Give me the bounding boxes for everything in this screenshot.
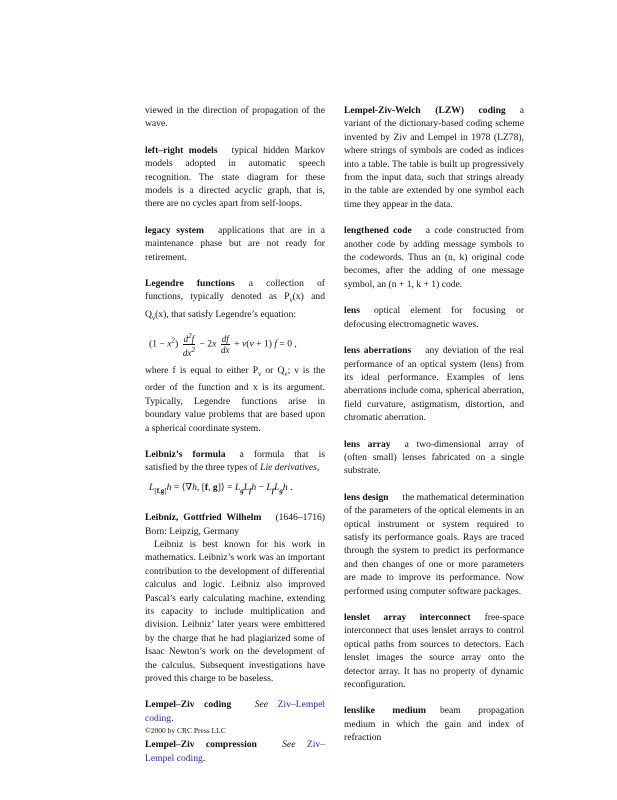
entry-lens-array [344, 438, 524, 478]
entry-term: lens [344, 305, 360, 317]
entry-years: (1646–1716) [275, 512, 325, 524]
entry-term: lenslike medium [344, 705, 426, 717]
entry-term: lengthened code [344, 225, 412, 237]
entry-definition: a code constructed from another code by adding message symbols to the codewords. Thus an (n, k) original code becomes, after the adding of one message symbol, an (n + 1, k + 1) code. [344, 225, 524, 290]
entry-term: lens design [344, 491, 389, 503]
entry-term: Leibniz, Gottfried Wilhelm [145, 512, 262, 524]
copyright-footer: ©2000 by CRC Press LLC [145, 726, 226, 735]
entry-definition: a collection of functions, typically denoted as P [145, 278, 326, 303]
left-column [145, 104, 325, 778]
entry-definition-continued: where f is equal to either P [145, 365, 259, 377]
entry-definition: a two-dimensional array of (often small) lenses fabricated on a single substrate. [344, 438, 524, 477]
entry-lengthened-code [344, 224, 524, 291]
entry-legendre-functions: Legendre functions a collection of functions, typically denoted as $P_\nu(x)$ and $Q_\nu(x)$, that satisfy Legendre’s equation: $(1 - x^2)$ $\frac{d^2f}{dx^2}$ − 2x $\frac{df}{dx}$ + ν(ν + 1) f = 0 , where f is equal to either $P_\nu$ or $Q_\nu$; ν is the order of the function and x is its argument. Typically, Legendre functions arise in boundary value problems that are based upon a spherical coordinate system. [145, 278, 326, 434]
right-column [344, 104, 524, 758]
entry-leibniz-formula [145, 448, 325, 498]
entry-lzw-coding [344, 104, 524, 211]
entry-term: Legendre functions [145, 278, 235, 290]
entry-term: lens array [344, 438, 391, 450]
entry-lens [344, 304, 524, 331]
entry-definition: a variant of the dictionary-based coding scheme invented by Ziv and Lempel in 1978 (LZ78), where strings of symbols are coded as indices into a table. The table is built up progressively from the input data, such that strings already in the table are extended by one symbol each time they appear in the data. [344, 105, 524, 210]
cross-reference-link[interactable]: Ziv–Lempel coding [145, 739, 325, 764]
continued-text: viewed in the direction of propagation of the wave. [145, 105, 325, 130]
entry-term: Leibniz’s formula [145, 449, 226, 461]
entry-definition: applications that are in a maintenance phase but are not ready for retirement. [145, 224, 325, 263]
entry-definition: beam propagation medium in which the gain and index of refraction [344, 705, 524, 744]
cross-reference-link[interactable]: Ziv–Lempel coding [145, 699, 325, 724]
entry-definition: any deviation of the real performance of an optical system (lens) from its ideal performance. Examples of lens aberrations include coma, spherical aberration, field curvature, astigmatism, distortion, and chromatic aberration. [344, 345, 524, 424]
lie-derivatives-term: Lie derivatives, [260, 462, 320, 474]
entry-leibniz-gottfried [145, 511, 325, 685]
entry-legacy-system [145, 224, 325, 264]
entry-term: lenslet array interconnect [344, 612, 471, 623]
entry-definition: the mathematical determination of the parameters of the optical elements in an optical instrument or system required to satisfy its performance goals. Rays are traced through the system to predict its performance and then changes of one or more parameters are made to improve its performance. Now performed using computer software packages. [344, 491, 525, 597]
entry-lens-design [344, 491, 524, 598]
entry-lempel-ziv-coding: Lempel–Ziv coding See Ziv–Lempel coding. [145, 699, 325, 724]
entry-definition: Leibniz is best known for his work in mathematics. Leibniz’s work was an important contribution to the development of differential calculus and logic. Leibniz also improved Pascal’s early calculating machine, extending its capacity to include multiplication and division. Leibniz’ later years were embittered by the charge that he had plagiarized some of Isaac Newton’s work on the development of the calculus. Subsequent investigations have proved this charge to be baseless. [145, 538, 325, 685]
entry-definition: a formula that is satisfied by the three types of [145, 449, 325, 474]
entry-term: Lempel-Ziv-Welch (LZW) coding [344, 105, 506, 116]
entry-lens-aberrations [344, 344, 524, 424]
entry-born: Born: Leipzig, Germany [145, 525, 240, 537]
entry-lempel-ziv-compression: Lempel–Ziv compression See Ziv–Lempel coding. [145, 739, 325, 764]
entry-definition: free-space interconnect that uses lenslet arrays to control optical paths from sources to detectors. Each lenslet images the source array onto the detector array. It has no property of dynamic reconfiguration. [344, 612, 524, 691]
entry-term: Lempel–Ziv compression [145, 739, 257, 751]
entry-lenslet-array-interconnect [344, 611, 524, 691]
entry-term: lens aberrations [344, 345, 412, 357]
legendre-equation: $(1 - x^2)$ $\frac{d^2f}{dx^2}$ − 2x $\frac{df}{dx}$ + ν(ν + 1) f = 0 , [149, 332, 297, 359]
entry-term: Lempel–Ziv coding [145, 699, 232, 711]
leibniz-equation: $L_{[f,g]}h$ = ⟨∇h, [f, g]⟩ = $L_gL_fh - L_fL_gh$ . [149, 481, 293, 495]
entry-lenslike-medium [344, 704, 524, 744]
entry-definition: typical hidden Markov models adopted in automatic speech recognition. The state diagram for these models is a directed acyclic graph, that is, there are no cycles apart from self-loops. [145, 144, 325, 210]
entry-term: legacy system [145, 224, 204, 236]
entry-term: left–right models [145, 144, 218, 156]
entry-left-right-models [145, 144, 325, 211]
entry-definition: optical element for focusing or defocusing electromagnetic waves. [344, 305, 524, 330]
